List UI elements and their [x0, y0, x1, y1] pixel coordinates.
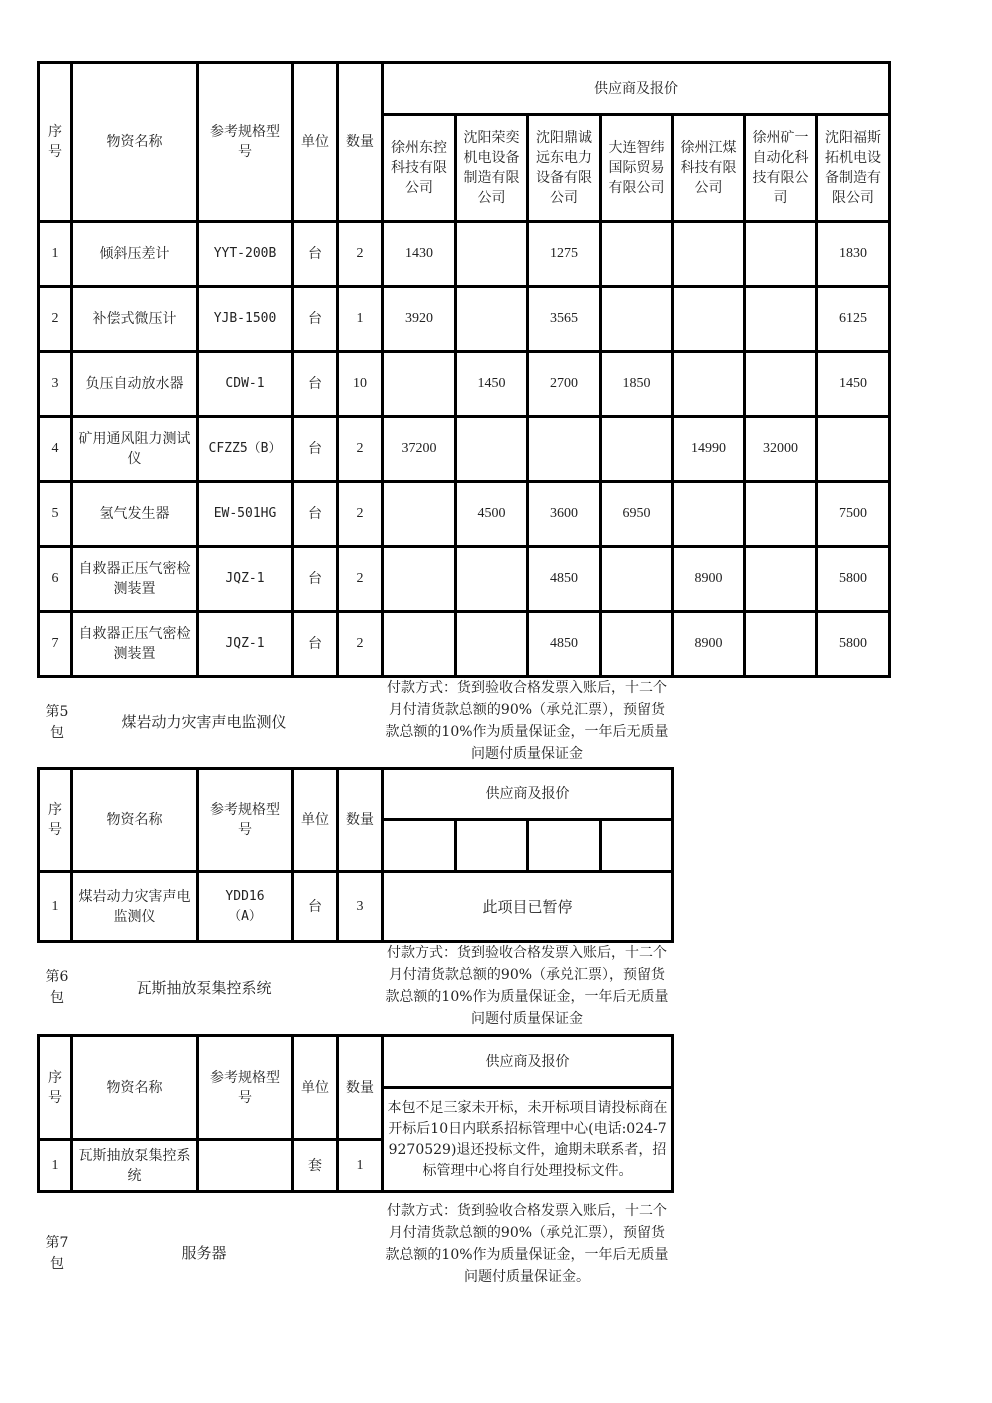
header-unit: 单位	[293, 769, 338, 872]
price-cell	[817, 417, 890, 482]
price-cell	[383, 612, 456, 677]
header-name: 物资名称	[72, 63, 198, 222]
price-cell: 1830	[817, 222, 890, 287]
cell-spec: CDW-1	[198, 352, 293, 417]
package7-terms: 付款方式：货到验收合格发票入账后，十二个月付清货款总额的90%（承兑汇票），预留货款总额的10%作为质量保证金，一年后无质量问题付质量保证金。	[385, 1203, 669, 1285]
cell-seq: 7	[39, 612, 72, 677]
supplier-name: 沈阳荣奕机电设备制造有限公司	[456, 115, 528, 222]
cell-name: 氢气发生器	[72, 482, 198, 547]
cell-name: 矿用通风阻力测试仪	[72, 417, 198, 482]
price-cell: 3565	[528, 287, 601, 352]
price-cell	[673, 287, 745, 352]
cell-spec: JQZ-1	[198, 547, 293, 612]
cell-seq: 1	[39, 1140, 72, 1192]
header-seq: 序号	[39, 1036, 72, 1140]
price-cell: 6125	[817, 287, 890, 352]
supplier-name: 沈阳福斯拓机电设备制造有限公司	[817, 115, 890, 222]
cell-qty: 2	[338, 482, 383, 547]
supplier-empty	[456, 820, 528, 872]
cell-spec: YYT-200B	[198, 222, 293, 287]
package7-title: 服务器	[181, 1244, 227, 1262]
table-row	[39, 352, 890, 417]
header-name: 物资名称	[72, 1036, 198, 1140]
price-cell: 37200	[383, 417, 456, 482]
price-cell	[528, 417, 601, 482]
price-cell: 4500	[456, 482, 528, 547]
not-opened-notice: 本包不足三家未开标，未开标项目请投标商在开标后10日内联系招标管理中心(电话:024-79270529)退还投标文件，逾期未联系者，招标管理中心将自行处理投标文件。	[383, 1088, 673, 1192]
price-cell	[601, 547, 673, 612]
price-cell: 5800	[817, 612, 890, 677]
supplier-name: 徐州矿一自动化科技有限公司	[745, 115, 817, 222]
package5-terms: 付款方式：货到验收合格发票入账后，十二个月付清货款总额的90%（承兑汇票），预留货款总额的10%作为质量保证金，一年后无质量问题付质量保证金	[385, 680, 669, 762]
price-cell: 7500	[817, 482, 890, 547]
price-cell: 1430	[383, 222, 456, 287]
price-cell: 3920	[383, 287, 456, 352]
price-cell	[456, 417, 528, 482]
header-seq: 序号	[39, 63, 72, 222]
price-cell	[456, 222, 528, 287]
cell-seq: 5	[39, 482, 72, 547]
price-cell	[745, 287, 817, 352]
supplier-empty	[528, 820, 601, 872]
price-cell: 14990	[673, 417, 745, 482]
cell-seq: 3	[39, 352, 72, 417]
supplier-name: 大连智纬国际贸易有限公司	[601, 115, 673, 222]
table-row	[39, 547, 890, 612]
price-cell	[601, 612, 673, 677]
table-row	[39, 222, 890, 287]
cell-unit: 台	[293, 417, 338, 482]
cell-seq: 4	[39, 417, 72, 482]
table-row	[39, 287, 890, 352]
header-qty: 数量	[338, 1036, 383, 1140]
price-table-package5	[37, 767, 674, 943]
cell-seq: 6	[39, 547, 72, 612]
cell-qty: 1	[338, 287, 383, 352]
price-cell	[456, 612, 528, 677]
cell-spec: CFZZ5（B）	[198, 417, 293, 482]
cell-unit: 台	[293, 872, 338, 942]
header-suppliers: 供应商及报价	[383, 63, 890, 115]
table-row	[39, 612, 890, 677]
package7-label: 第7包	[45, 1235, 69, 1272]
price-cell	[383, 547, 456, 612]
cell-spec: EW-501HG	[198, 482, 293, 547]
cell-spec: YJB-1500	[198, 287, 293, 352]
price-cell: 8900	[673, 612, 745, 677]
price-cell: 1850	[601, 352, 673, 417]
price-cell: 4850	[528, 547, 601, 612]
price-cell	[745, 482, 817, 547]
supplier-empty	[383, 820, 456, 872]
supplier-name: 徐州东控科技有限公司	[383, 115, 456, 222]
table-row	[39, 417, 890, 482]
price-cell	[673, 352, 745, 417]
cell-unit: 台	[293, 222, 338, 287]
supplier-name: 徐州江煤科技有限公司	[673, 115, 745, 222]
price-cell: 3600	[528, 482, 601, 547]
cell-qty: 10	[338, 352, 383, 417]
price-cell: 5800	[817, 547, 890, 612]
price-cell	[601, 287, 673, 352]
cell-qty: 2	[338, 547, 383, 612]
header-name: 物资名称	[72, 769, 198, 872]
price-cell	[745, 352, 817, 417]
header-spec: 参考规格型号	[198, 769, 293, 872]
cell-name: 负压自动放水器	[72, 352, 198, 417]
price-cell	[745, 612, 817, 677]
package6-label: 第6包	[45, 969, 69, 1006]
price-cell	[673, 482, 745, 547]
header-suppliers: 供应商及报价	[383, 1036, 673, 1088]
package6-title: 瓦斯抽放泵集控系统	[136, 979, 272, 997]
cell-qty: 3	[338, 872, 383, 942]
price-cell	[745, 222, 817, 287]
cell-name: 倾斜压差计	[72, 222, 198, 287]
cell-spec: JQZ-1	[198, 612, 293, 677]
cell-unit: 台	[293, 352, 338, 417]
price-cell: 6950	[601, 482, 673, 547]
price-cell	[456, 287, 528, 352]
price-cell	[601, 222, 673, 287]
price-cell	[601, 417, 673, 482]
price-cell: 4850	[528, 612, 601, 677]
cell-name: 自救器正压气密检测装置	[72, 612, 198, 677]
cell-qty: 2	[338, 417, 383, 482]
cell-spec: YDD16（A）	[198, 872, 293, 942]
cell-seq: 1	[39, 222, 72, 287]
cell-spec	[198, 1140, 293, 1192]
price-cell	[383, 482, 456, 547]
header-qty: 数量	[338, 63, 383, 222]
price-cell: 2700	[528, 352, 601, 417]
cell-unit: 台	[293, 287, 338, 352]
supplier-empty	[601, 820, 673, 872]
price-table-package6	[37, 1034, 674, 1193]
price-cell: 1450	[456, 352, 528, 417]
cell-seq: 1	[39, 872, 72, 942]
price-cell: 32000	[745, 417, 817, 482]
cell-name: 瓦斯抽放泵集控系统	[72, 1140, 198, 1192]
cell-name: 煤岩动力灾害声电监测仪	[72, 872, 198, 942]
cell-name: 自救器正压气密检测装置	[72, 547, 198, 612]
cell-unit: 台	[293, 547, 338, 612]
cell-name: 补偿式微压计	[72, 287, 198, 352]
header-spec: 参考规格型号	[198, 1036, 293, 1140]
cell-qty: 1	[338, 1140, 383, 1192]
price-cell	[383, 352, 456, 417]
supplier-name: 沈阳鼎诚远东电力设备有限公司	[528, 115, 601, 222]
cell-unit: 台	[293, 612, 338, 677]
header-spec: 参考规格型号	[198, 63, 293, 222]
status-paused: 此项目已暂停	[383, 872, 673, 942]
price-cell	[673, 222, 745, 287]
price-cell	[745, 547, 817, 612]
price-cell: 1275	[528, 222, 601, 287]
table-row	[39, 872, 673, 942]
price-table-main	[37, 61, 891, 678]
price-cell	[456, 547, 528, 612]
header-unit: 单位	[293, 1036, 338, 1140]
header-seq: 序号	[39, 769, 72, 872]
cell-unit: 台	[293, 482, 338, 547]
header-unit: 单位	[293, 63, 338, 222]
price-cell: 1450	[817, 352, 890, 417]
cell-seq: 2	[39, 287, 72, 352]
cell-qty: 2	[338, 222, 383, 287]
package5-label: 第5包	[45, 704, 69, 741]
cell-qty: 2	[338, 612, 383, 677]
package5-title: 煤岩动力灾害声电监测仪	[121, 713, 287, 731]
package6-terms: 付款方式：货到验收合格发票入账后，十二个月付清货款总额的90%（承兑汇票），预留货款总额的10%作为质量保证金，一年后无质量问题付质量保证金	[385, 945, 669, 1027]
table-row	[39, 482, 890, 547]
cell-unit: 套	[293, 1140, 338, 1192]
header-suppliers: 供应商及报价	[383, 769, 673, 820]
header-qty: 数量	[338, 769, 383, 872]
price-cell: 8900	[673, 547, 745, 612]
